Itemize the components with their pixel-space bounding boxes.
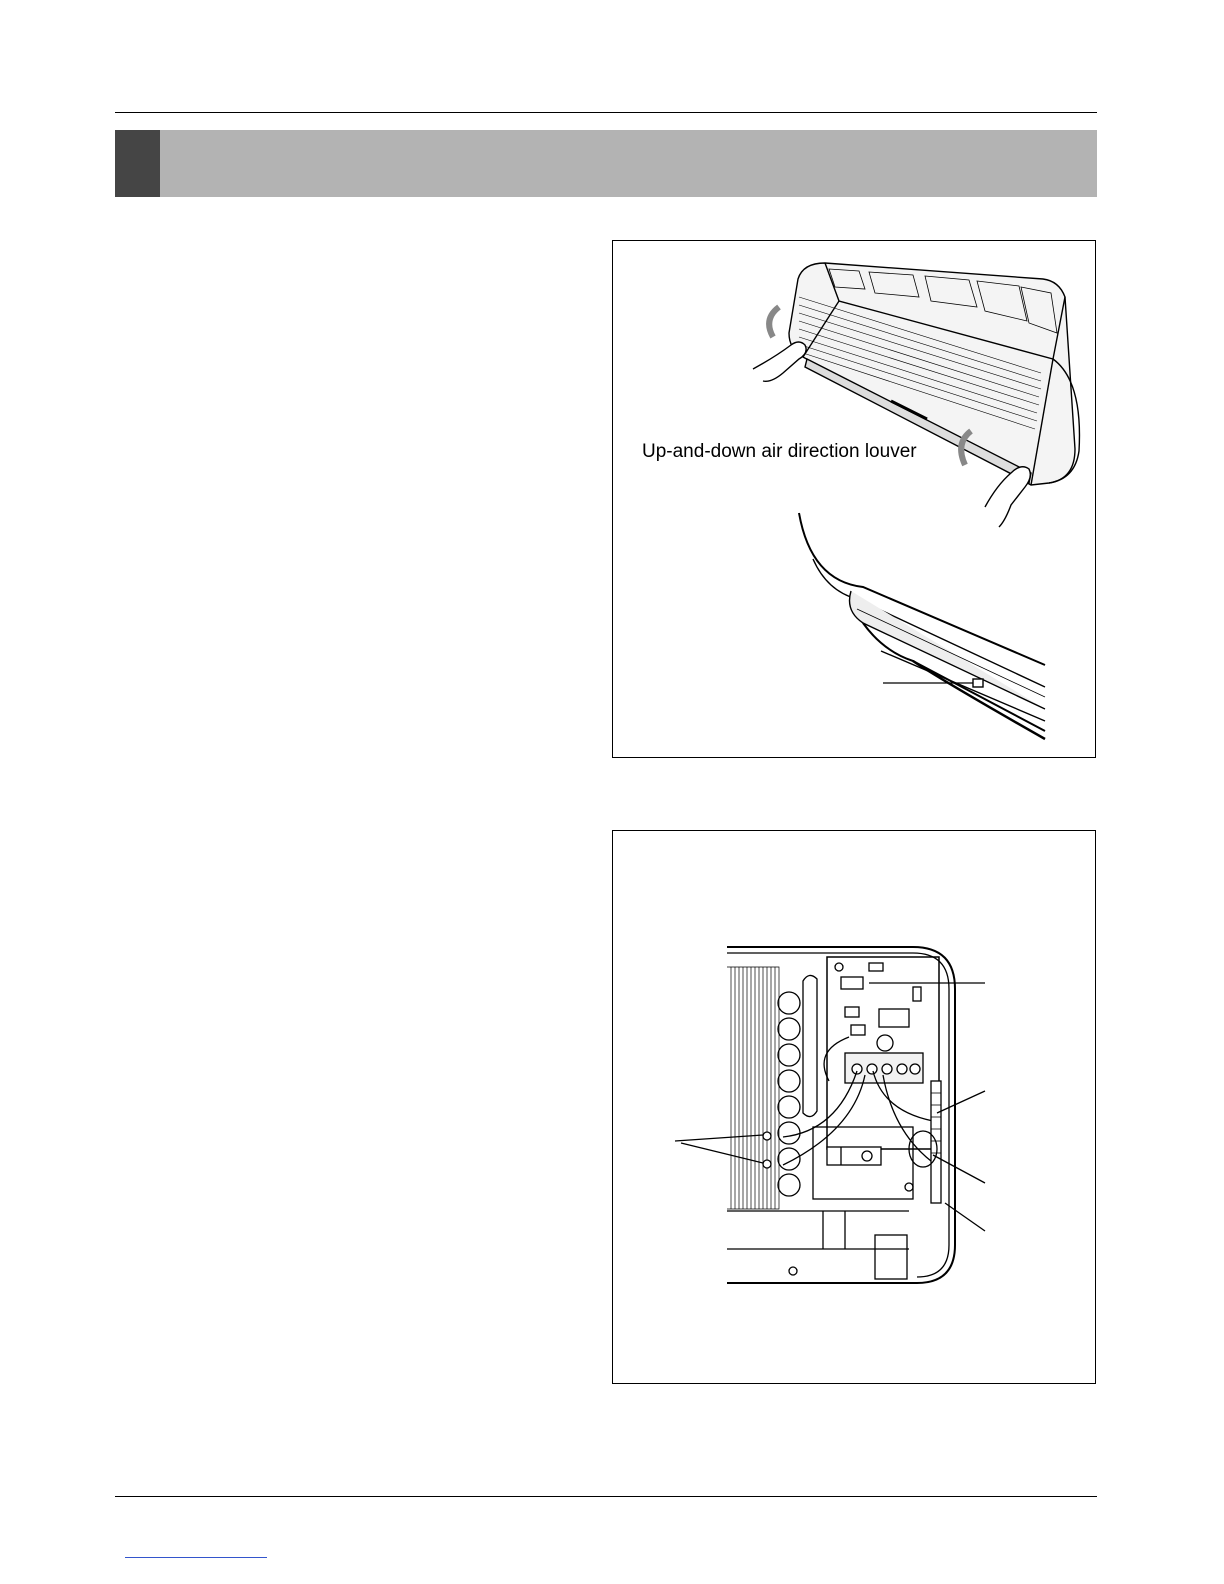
control-box-illustration xyxy=(613,831,1095,1383)
wiring-figure xyxy=(612,830,1096,1384)
louver-caption: Up-and-down air direction louver xyxy=(642,441,917,462)
footer-link-underline[interactable] xyxy=(125,1557,267,1558)
header-rule xyxy=(115,112,1097,113)
section-banner-tab xyxy=(115,130,160,197)
section-banner xyxy=(115,130,1097,197)
louver-figure xyxy=(612,240,1096,758)
footer-rule xyxy=(115,1496,1097,1497)
air-conditioner-illustration xyxy=(613,241,1095,757)
